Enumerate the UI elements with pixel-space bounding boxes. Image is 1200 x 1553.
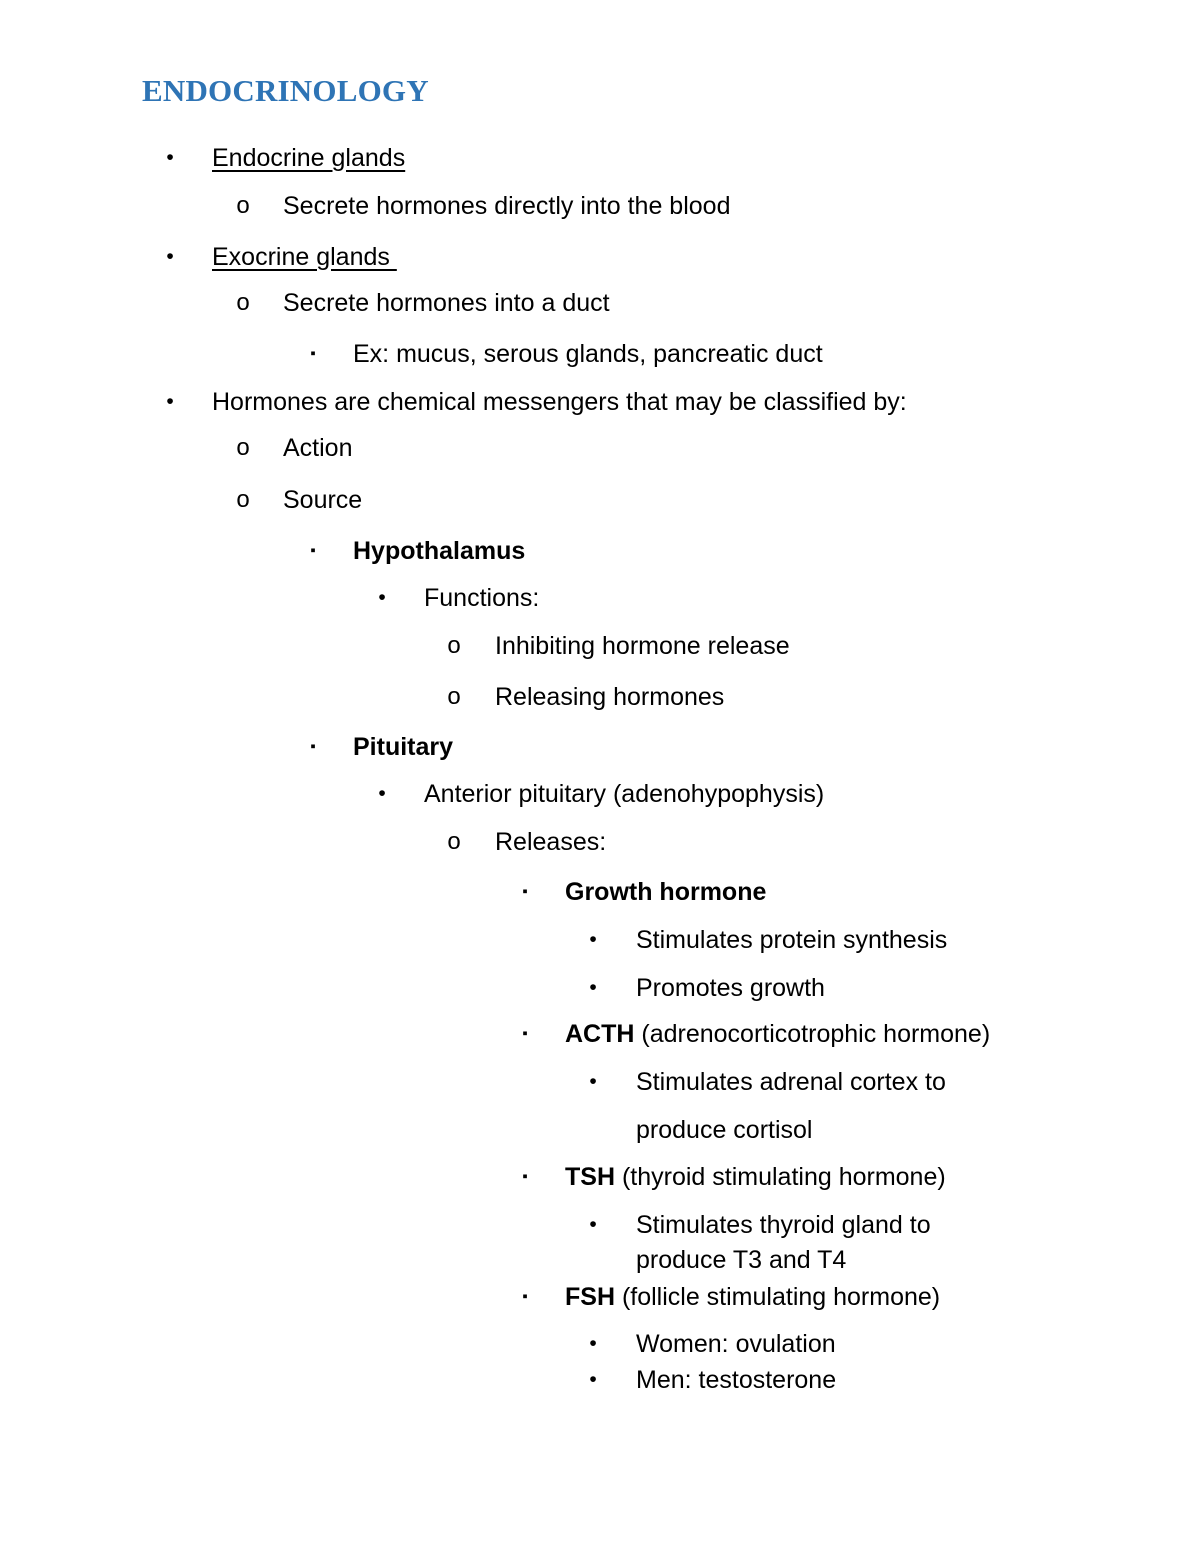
outline-text — [212, 141, 405, 175]
outline-text — [283, 483, 362, 517]
item-text: Releases: — [495, 828, 607, 856]
outline-text — [636, 1065, 946, 1099]
outline-text — [283, 189, 730, 223]
item-text: Stimulates thyroid gland to — [636, 1211, 931, 1239]
outline-text — [495, 629, 790, 663]
square-bullet-icon: ▪ — [310, 542, 316, 559]
circle-bullet-icon: o — [236, 289, 250, 316]
circle-bullet-icon: o — [236, 434, 250, 461]
item-text: Ex: mucus, serous glands, pancreatic duct — [353, 340, 823, 368]
outline-text — [283, 286, 610, 320]
outline-item-exocrine-example — [0, 337, 1200, 371]
hormone-full-name: (follicle stimulating hormone) — [615, 1283, 941, 1311]
square-bullet-icon: ▪ — [522, 883, 528, 900]
item-text: Hormones are chemical messengers that may be classified by: — [212, 388, 907, 416]
heading-link-text: Exocrine glands — [212, 243, 397, 271]
outline-item-acth-effect — [0, 1065, 1200, 1099]
outline-text — [424, 581, 539, 615]
hormone-abbreviation: ACTH — [565, 1020, 635, 1048]
outline-text — [565, 1280, 940, 1314]
outline-item-hypothalamus-functions — [0, 581, 1200, 615]
outline-item-releasing-hormones — [0, 680, 1200, 714]
item-text: produce T3 and T4 — [636, 1246, 847, 1274]
outline-text — [636, 971, 825, 1005]
outline-text — [636, 1363, 836, 1397]
item-text: Anterior pituitary (adenohypophysis) — [424, 780, 825, 808]
hormone-abbreviation: FSH — [565, 1283, 615, 1311]
item-text: Releasing hormones — [495, 683, 725, 711]
circle-bullet-icon: o — [447, 683, 461, 710]
item-text: Women: ovulation — [636, 1330, 836, 1358]
item-text: Men: testosterone — [636, 1366, 837, 1394]
item-text: Secrete hormones into a duct — [283, 289, 610, 317]
hormone-full-name: (adrenocorticotrophic hormone) — [634, 1020, 991, 1048]
circle-bullet-icon: o — [236, 192, 250, 219]
section-heading: Growth hormone — [565, 878, 767, 906]
outline-item-tsh-effect-cont — [0, 1243, 1200, 1277]
circle-bullet-icon: o — [447, 632, 461, 659]
document-title: ENDOCRINOLOGY — [142, 73, 429, 108]
item-text: Stimulates protein synthesis — [636, 926, 948, 954]
item-text: Source — [283, 486, 363, 514]
square-bullet-icon: ▪ — [522, 1025, 528, 1042]
item-text: Promotes growth — [636, 974, 825, 1002]
hormone-full-name: (thyroid stimulating hormone) — [615, 1163, 946, 1191]
outline-item-exocrine-glands — [0, 240, 1200, 274]
outline-item-endocrine-glands — [0, 141, 1200, 175]
square-bullet-icon: ▪ — [522, 1168, 528, 1185]
outline-item-action — [0, 431, 1200, 465]
outline-text — [636, 1208, 931, 1242]
disc-bullet-icon: • — [589, 976, 597, 999]
outline-item-gh-protein — [0, 923, 1200, 957]
outline-text — [353, 337, 823, 371]
outline-text — [212, 240, 397, 274]
outline-item-tsh — [0, 1160, 1200, 1194]
outline-item-growth-hormone — [0, 875, 1200, 909]
square-bullet-icon: ▪ — [310, 345, 316, 362]
outline-text — [495, 680, 724, 714]
disc-bullet-icon: • — [589, 1332, 597, 1355]
outline-text — [565, 1160, 946, 1194]
disc-bullet-icon: • — [378, 782, 386, 805]
disc-bullet-icon: • — [166, 390, 174, 413]
outline-text — [424, 777, 824, 811]
outline-item-acth — [0, 1017, 1200, 1051]
section-heading: Pituitary — [353, 733, 454, 761]
item-text: Functions: — [424, 584, 540, 612]
hormone-abbreviation: TSH — [565, 1163, 615, 1191]
outline-text — [353, 534, 525, 568]
disc-bullet-icon: • — [589, 1368, 597, 1391]
outline-text — [212, 385, 907, 419]
circle-bullet-icon: o — [447, 828, 461, 855]
section-heading: Hypothalamus — [353, 537, 526, 565]
outline-item-exocrine-secrete — [0, 286, 1200, 320]
outline-text — [353, 730, 453, 764]
outline-item-tsh-effect — [0, 1208, 1200, 1242]
outline-text — [495, 825, 606, 859]
disc-bullet-icon: • — [166, 146, 174, 169]
item-text: Stimulates adrenal cortex to — [636, 1068, 946, 1096]
outline-text — [283, 431, 352, 465]
item-text: produce cortisol — [636, 1116, 813, 1144]
outline-item-acth-effect-cont — [0, 1113, 1200, 1147]
outline-item-inhibiting-hormone — [0, 629, 1200, 663]
outline-item-fsh-women — [0, 1327, 1200, 1361]
outline-item-hormones-classified — [0, 385, 1200, 419]
disc-bullet-icon: • — [589, 928, 597, 951]
outline-text — [565, 1017, 990, 1051]
item-text: Action — [283, 434, 353, 462]
heading-link-text: Endocrine glands — [212, 144, 406, 172]
outline-item-fsh — [0, 1280, 1200, 1314]
outline-item-gh-growth — [0, 971, 1200, 1005]
outline-text — [565, 875, 766, 909]
outline-item-endocrine-secrete — [0, 189, 1200, 223]
outline-item-pituitary — [0, 730, 1200, 764]
item-text: Inhibiting hormone release — [495, 632, 790, 660]
outline-text — [636, 1113, 812, 1147]
disc-bullet-icon: • — [589, 1213, 597, 1236]
outline-item-hypothalamus — [0, 534, 1200, 568]
square-bullet-icon: ▪ — [522, 1288, 528, 1305]
outline-item-releases — [0, 825, 1200, 859]
outline-item-anterior-pituitary — [0, 777, 1200, 811]
outline-item-fsh-men — [0, 1363, 1200, 1397]
outline-text — [636, 1327, 836, 1361]
circle-bullet-icon: o — [236, 486, 250, 513]
disc-bullet-icon: • — [378, 586, 386, 609]
disc-bullet-icon: • — [589, 1070, 597, 1093]
outline-text — [636, 1243, 846, 1277]
outline-item-source — [0, 483, 1200, 517]
item-text: Secrete hormones directly into the blood — [283, 192, 731, 220]
outline-text — [636, 923, 947, 957]
disc-bullet-icon: • — [166, 245, 174, 268]
square-bullet-icon: ▪ — [310, 738, 316, 755]
